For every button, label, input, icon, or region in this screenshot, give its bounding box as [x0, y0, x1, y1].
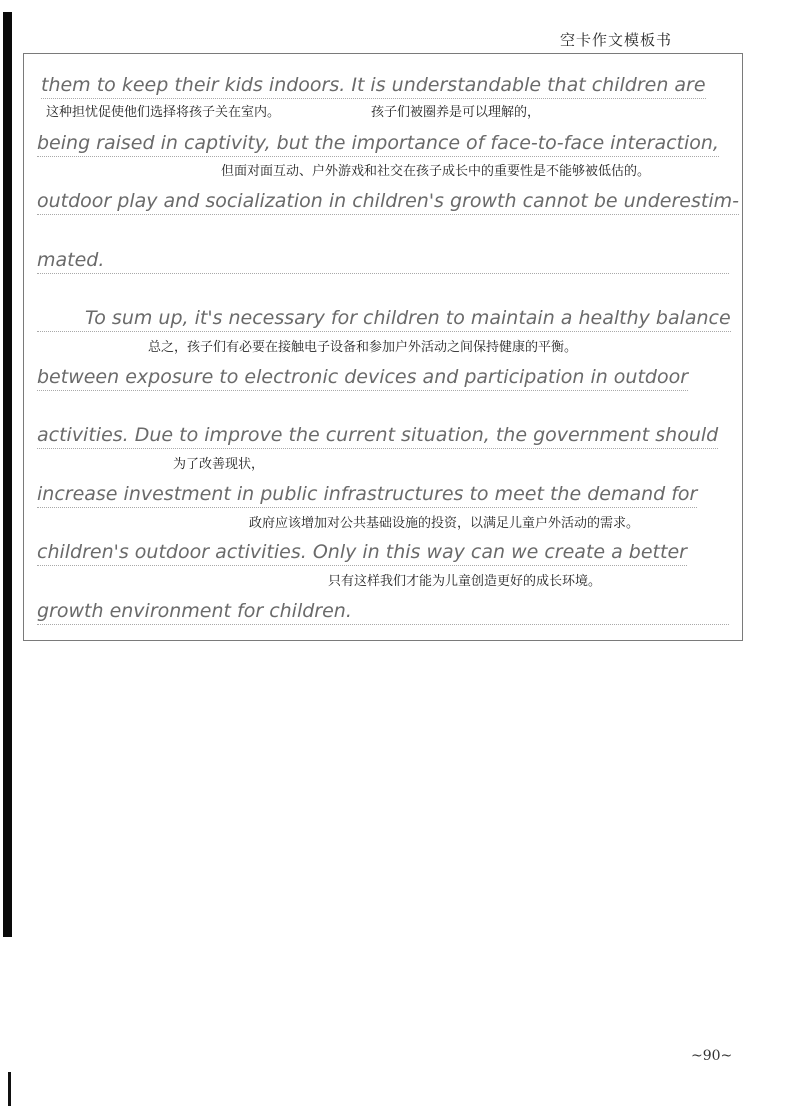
- book-title: 空卡作文模板书: [559, 31, 672, 49]
- essay-line-1: them to keep their kids indoors. It is understandable that children are: [41, 74, 706, 96]
- translation-7: 只有这样我们才能为儿童创造更好的成长环境。: [328, 574, 602, 589]
- essay-line-5: [37, 306, 731, 330]
- translation-3: 但面对面互动、户外游戏和社交在孩子成长中的重要性是不能够被低估的。: [221, 164, 651, 179]
- scan-edge-shadow-bottom: [8, 1072, 11, 1106]
- translation-5: 为了改善现状，: [173, 457, 265, 472]
- essay-line-5-text: To sum up, it's necessary for children to maintain a healthy balance: [85, 307, 731, 329]
- page-number: ~90~: [691, 1048, 733, 1064]
- essay-line-2: being raised in captivity, but the importance of face-to-face interaction,: [37, 132, 719, 154]
- translation-4: 总之，孩子们有必要在接触电子设备和参加户外活动之间保持健康的平衡。: [148, 340, 578, 355]
- translation-6: 政府应该增加对公共基础设施的投资，以满足儿童户外活动的需求。: [249, 516, 640, 531]
- essay-line-7: activities. Due to improve the current situation, the government should: [37, 424, 719, 446]
- translation-2: 孩子们被圈养是可以理解的，: [371, 105, 541, 120]
- essay-line-3: outdoor play and socialization in children's growth cannot be underestim-: [37, 190, 739, 212]
- essay-line-10: growth environment for children.: [37, 599, 729, 623]
- essay-line-4: mated.: [37, 248, 729, 272]
- essay-line-6: between exposure to electronic devices and participation in outdoor: [37, 366, 689, 388]
- translation-1: 这种担忧促使他们选择将孩子关在室内。: [46, 105, 281, 120]
- essay-line-8: increase investment in public infrastructures to meet the demand for: [37, 483, 698, 505]
- scan-edge-shadow: [3, 12, 12, 937]
- essay-line-9: children's outdoor activities. Only in this way can we create a better: [37, 541, 687, 563]
